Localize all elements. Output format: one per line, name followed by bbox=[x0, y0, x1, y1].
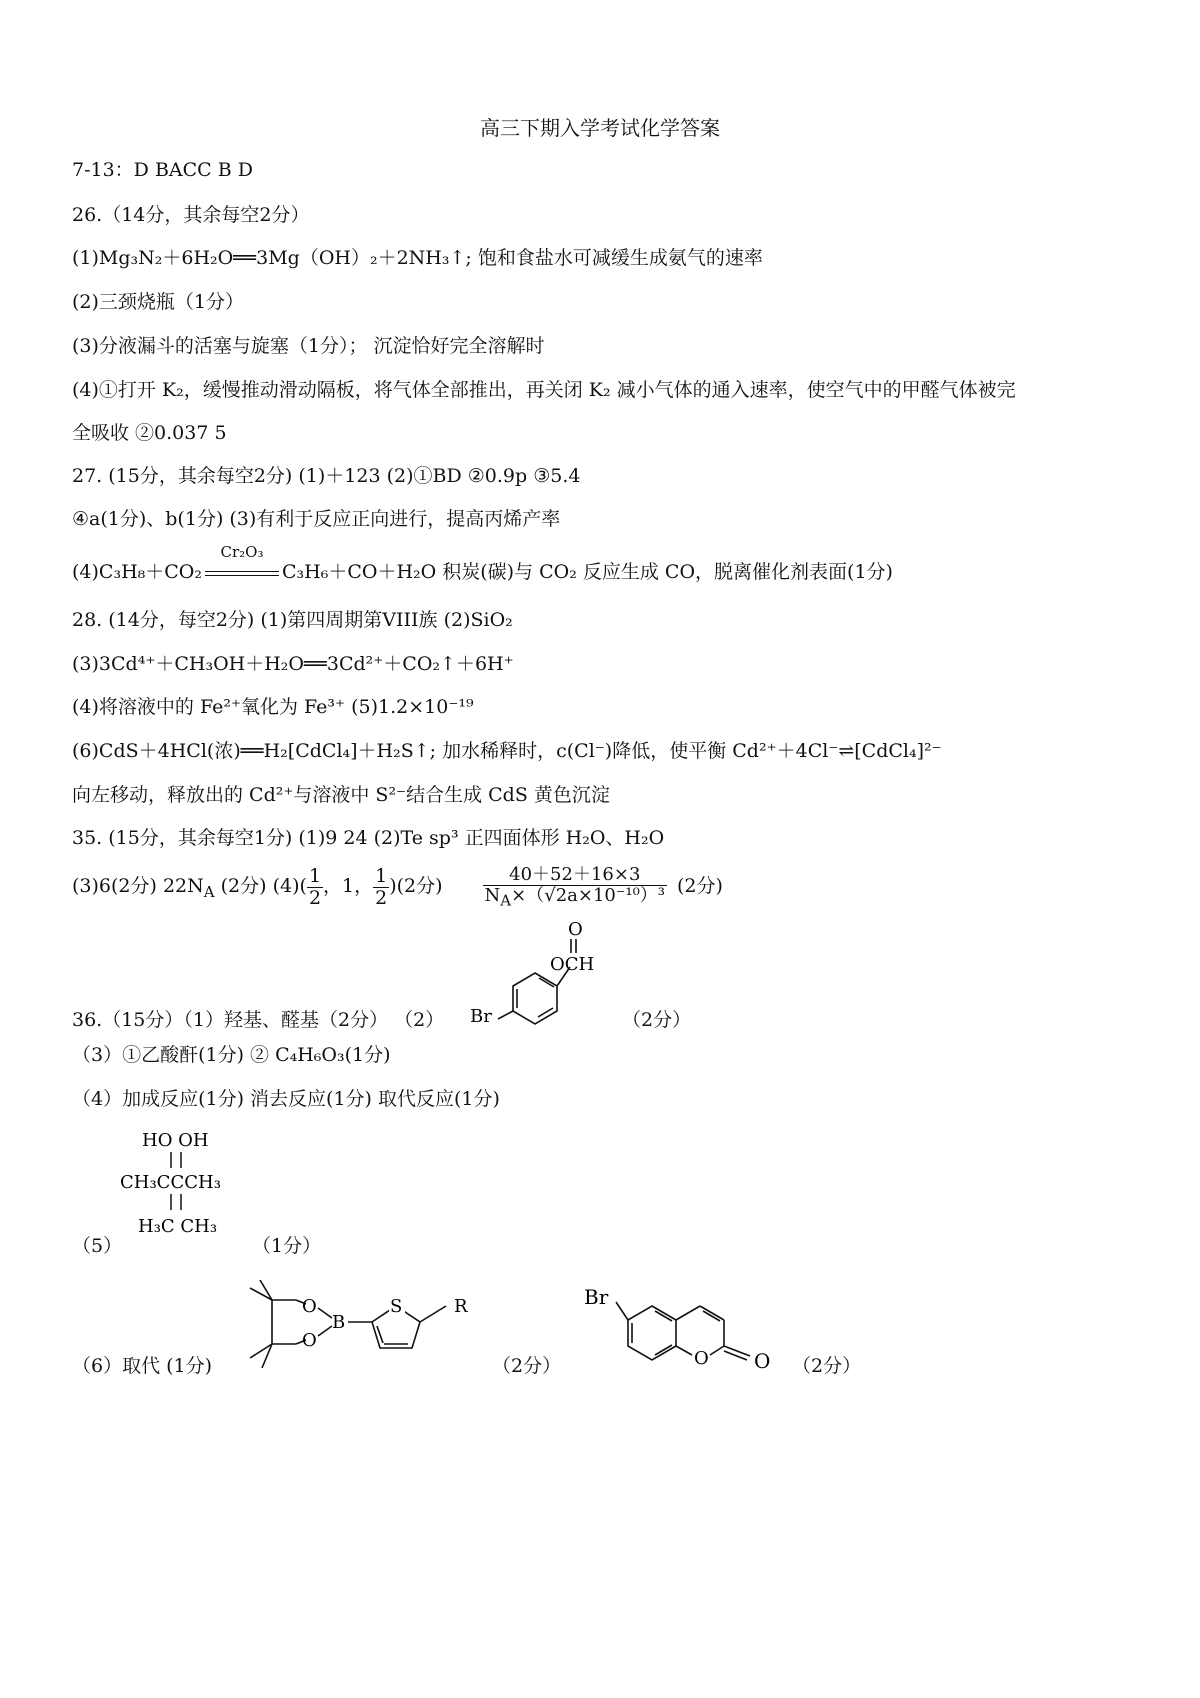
svg-text:O: O bbox=[302, 1330, 317, 1351]
page-title: 高三下期入学考试化学答案 bbox=[480, 116, 720, 140]
svg-text:CH₃CCCH₃: CH₃CCCH₃ bbox=[120, 1172, 221, 1193]
bromo-label: Br bbox=[470, 1006, 492, 1027]
q36-part2-score: （2分） bbox=[622, 1009, 692, 1031]
q27-equation-left: (4)C₃H₈＋CO₂ bbox=[72, 561, 202, 583]
svg-text:H₃C CH₃: H₃C CH₃ bbox=[138, 1216, 218, 1237]
svg-text:B: B bbox=[332, 1312, 346, 1333]
q35-part3: (3)6(2分) 22N bbox=[72, 875, 204, 897]
q27-line2: ④a(1分)、b(1分) (3)有利于反应正向进行，提高丙烯产率 bbox=[72, 508, 561, 530]
q26-part1: (1)Mg₃N₂＋6H₂O══3Mg（OH）₂＋2NH₃↑; 饱和食盐水可减缓生成氨气的速率 bbox=[72, 247, 763, 269]
answer-7-13: 7-13：D BACC B D bbox=[72, 159, 253, 181]
q35-part4: (2分) (4)( bbox=[214, 875, 307, 897]
q27-equation-right: C₃H₆＋CO＋H₂O 积炭(碳)与 CO₂ 反应生成 CO，脱离催化剂表面(1分) bbox=[282, 561, 893, 583]
formate-och: OCH bbox=[550, 954, 595, 975]
q36-part5-score: （1分） bbox=[252, 1235, 322, 1257]
q36-part6-label: （6）取代 (1分) bbox=[72, 1355, 213, 1377]
q28-line4: (6)CdS＋4HCl(浓)══H₂[CdCl₄]＋H₂S↑; 加水稀释时，c(Cl⁻)降低，使平衡 Cd²⁺＋4Cl⁻⇌[CdCl₄]²⁻ bbox=[72, 740, 942, 762]
q36-part6-score2: （2分） bbox=[792, 1355, 862, 1377]
q35-line2: (3)6(2分) $22N_A$ (2分) (4)( $\frac{1}{2}$ ，1， $\frac{1}{2}$ )(2分) $\frac{40+52+16\times 3}{N_A\times(√2a\times 10^{-10})^3}$ (2分) bbox=[72, 864, 723, 910]
svg-text:O: O bbox=[302, 1296, 317, 1317]
q27-line3 bbox=[72, 543, 893, 584]
catalyst-arrow bbox=[202, 543, 282, 584]
q26-part4-line1: (4)①打开 K₂，缓慢推动滑动隔板，将气体全部推出，再关闭 K₂ 减小气体的通入速率，使空气中的甲醛气体被完 bbox=[72, 379, 1016, 401]
svg-text:O: O bbox=[694, 1348, 709, 1369]
density-fraction: $\frac{40+52+16\times 3}{N_A\times(√2a\times 10^{-10})^3}$ bbox=[484, 864, 666, 910]
formate-carbonyl-o: O bbox=[568, 919, 583, 940]
q36-part5-label: （5） bbox=[72, 1235, 123, 1257]
q26-part3: (3)分液漏斗的活塞与旋塞（1分）； 沉淀恰好完全溶解时 bbox=[72, 335, 545, 357]
q35-line1: 35. (15分，其余每空1分) (1)9 24 (2)Te sp³ 正四面体形 H₂O、H₂O bbox=[72, 827, 665, 849]
q36-part6-score1: （2分） bbox=[492, 1355, 562, 1377]
svg-text:HO OH: HO OH bbox=[142, 1130, 209, 1151]
svg-text:S: S bbox=[390, 1296, 403, 1317]
q28-line3: (4)将溶液中的 Fe²⁺氧化为 Fe³⁺ (5)1.2×10⁻¹⁹ bbox=[72, 696, 474, 718]
catalyst-label: Cr₂O₃ bbox=[220, 543, 264, 561]
q36-line2: （3）①乙酸酐(1分) ② C₄H₆O₃(1分) bbox=[72, 1044, 391, 1066]
svg-text:O: O bbox=[754, 1349, 771, 1373]
q26-part4-line2: 全吸收 ②0.037 5 bbox=[72, 422, 227, 444]
q36-line3: （4）加成反应(1分) 消去反应(1分) 取代反应(1分) bbox=[72, 1088, 500, 1110]
q28-line2: (3)3Cd⁴⁺＋CH₃OH＋H₂O══3Cd²⁺＋CO₂↑＋6H⁺ bbox=[72, 653, 514, 675]
q36-line1: 36.（15分）（1）羟基、醛基（2分） （2） bbox=[72, 1009, 445, 1031]
structure-thiophene-boronate bbox=[232, 1280, 492, 1380]
svg-text:Br: Br bbox=[584, 1285, 609, 1309]
structure-pinacol bbox=[118, 1126, 248, 1246]
q26-part2: (2)三颈烧瓶（1分） bbox=[72, 291, 245, 313]
q26-heading: 26.（14分，其余每空2分） bbox=[72, 204, 310, 226]
structure-6-bromocoumarin bbox=[582, 1280, 792, 1380]
half-fraction: $\frac{1}{2}$ bbox=[308, 864, 322, 909]
q28-line1: 28. (14分，每空2分) (1)第四周期第VIII族 (2)SiO₂ bbox=[72, 609, 513, 631]
half-fraction-2: $\frac{1}{2}$ bbox=[375, 864, 388, 909]
q27-line1: 27. (15分，其余每空2分) (1)＋123 (2)①BD ②0.9p ③5.4 bbox=[72, 465, 581, 487]
q28-line5: 向左移动，释放出的 Cd²⁺与溶液中 S²⁻结合生成 CdS 黄色沉淀 bbox=[72, 784, 610, 806]
structure-4-bromophenyl-formate bbox=[470, 915, 620, 1035]
svg-text:R: R bbox=[454, 1296, 468, 1317]
